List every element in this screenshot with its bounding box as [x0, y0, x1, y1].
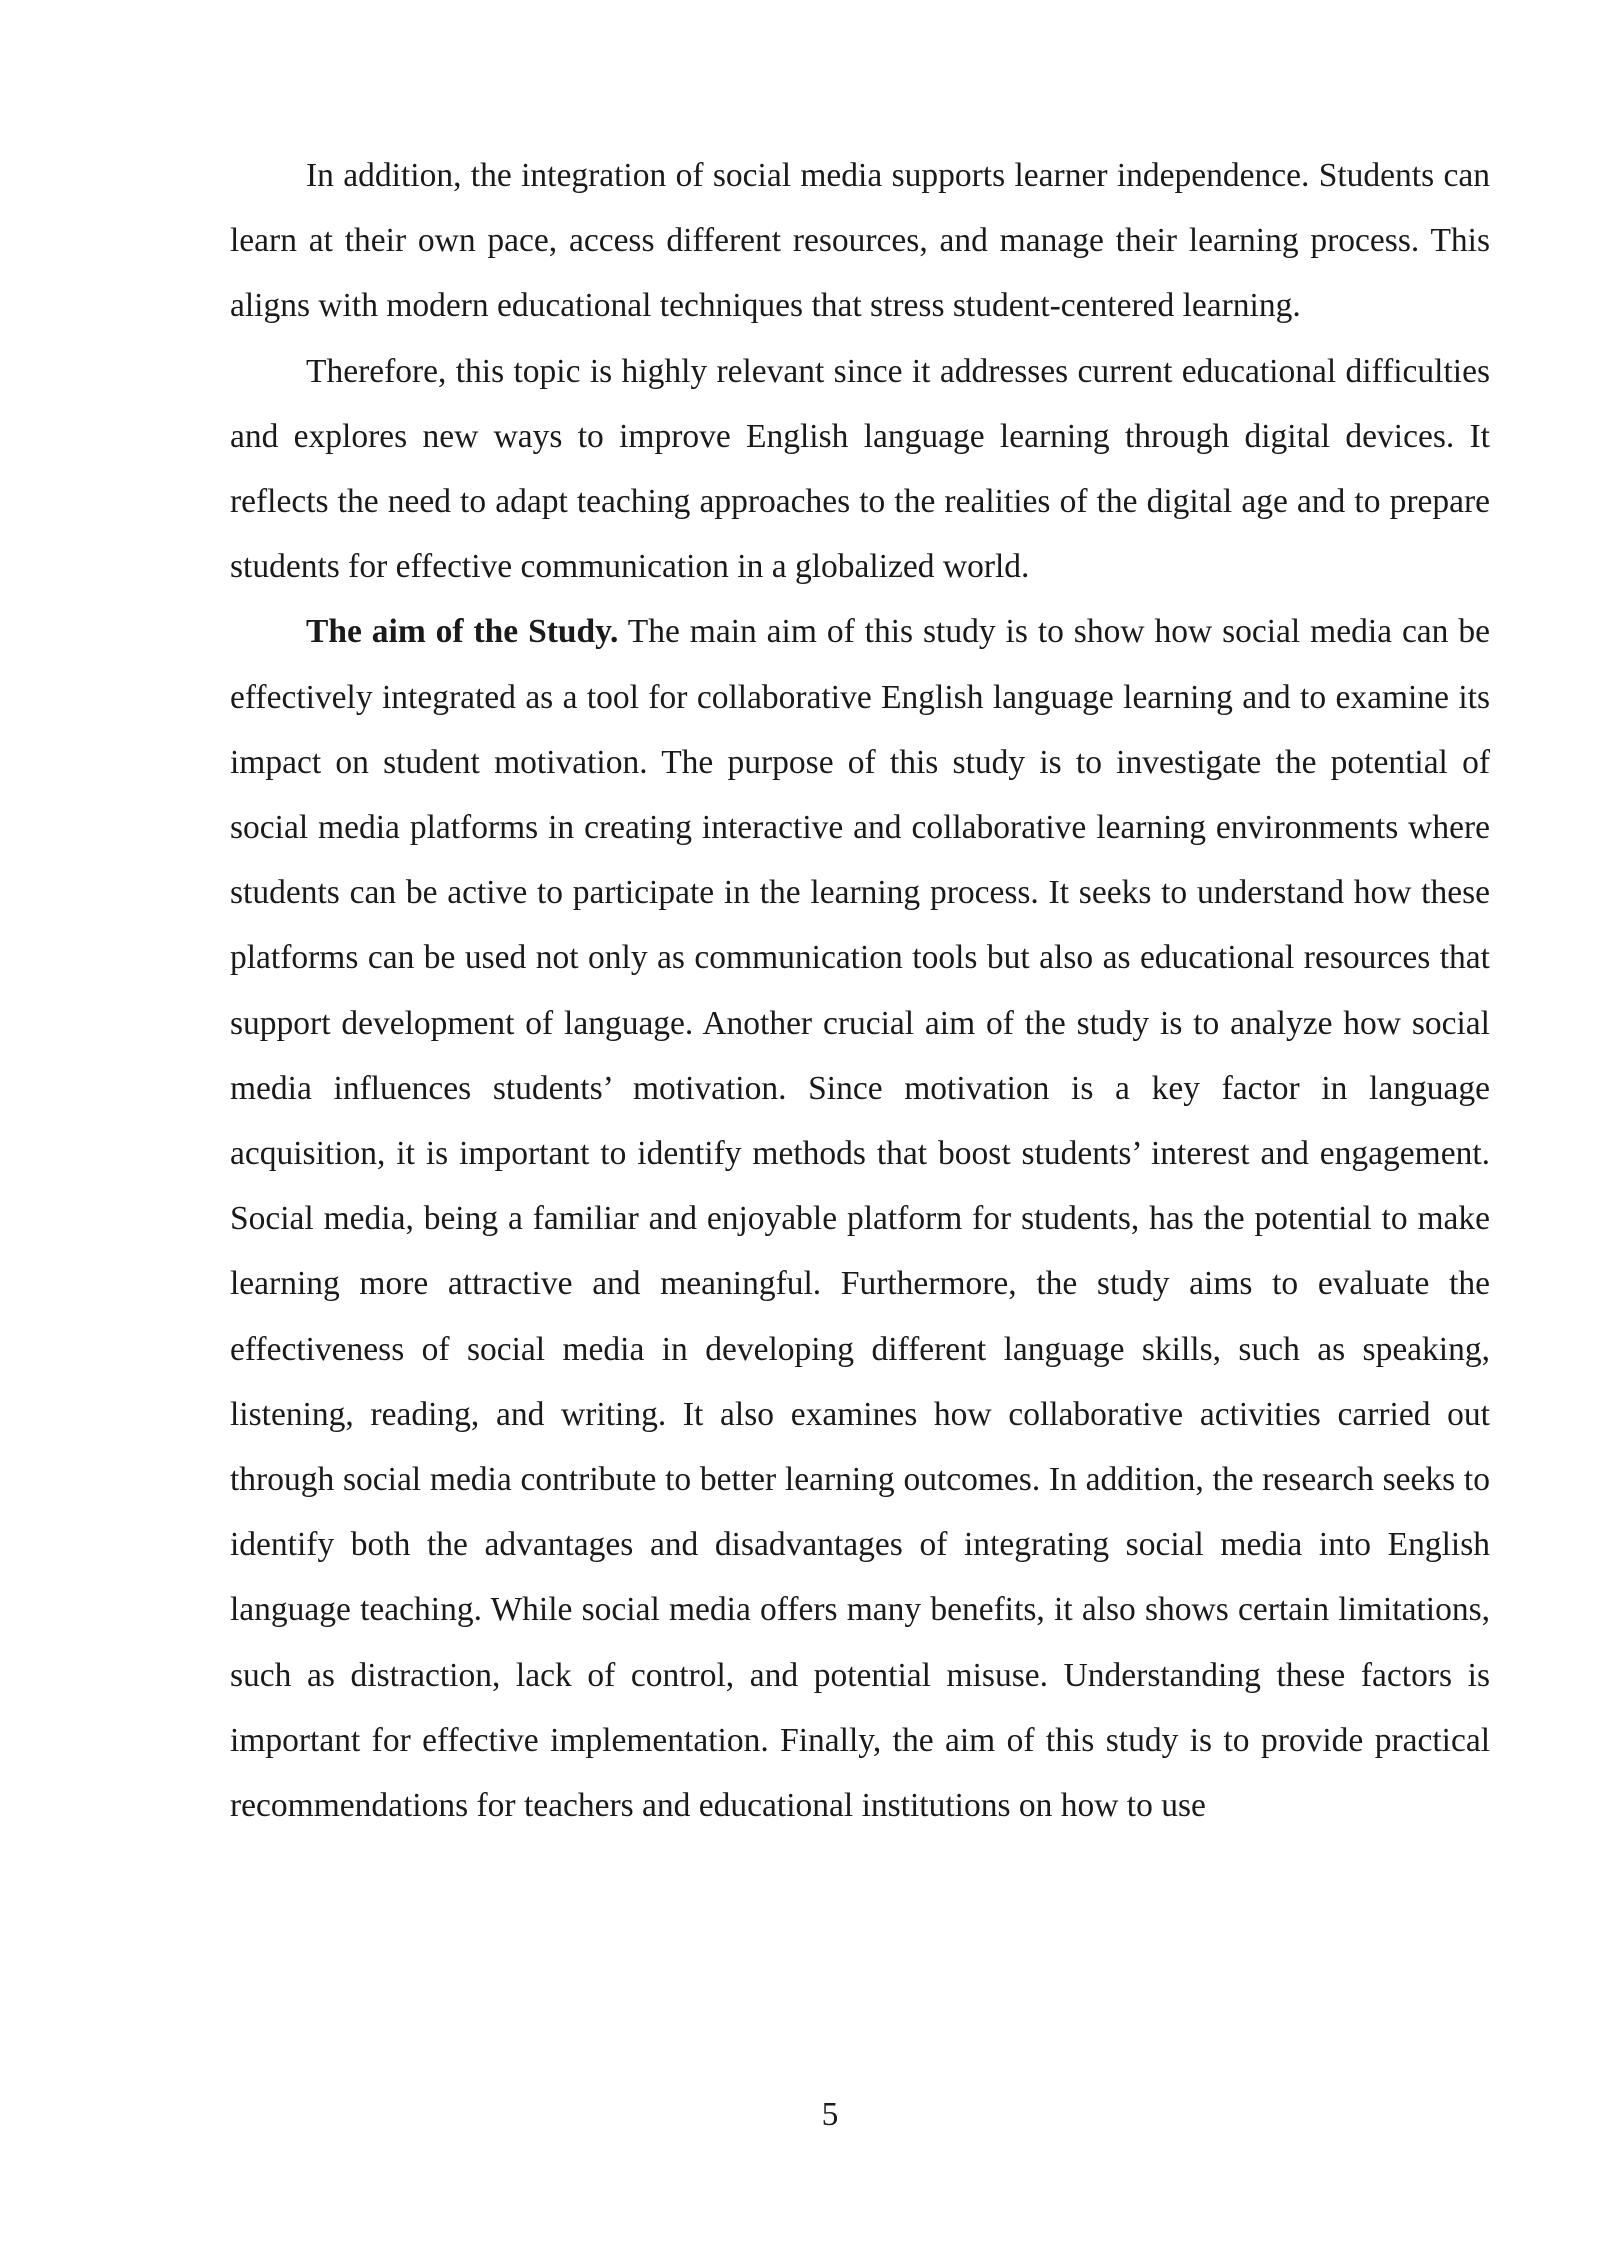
paragraph-text: Therefore, this topic is highly relevant since it addresses current educational difficulties and explores new ways to improve English language learning through digital devices. It reflects the need to adapt teaching approaches to the realities of the digital age and to prepare students for effective communication in a globalized world. [230, 352, 1490, 586]
paragraph-heading-aim: The aim of the Study. [306, 613, 619, 651]
paragraph-text: In addition, the integration of social media supports learner independence. Students can learn at their own pace, access different resources, and manage their learning process. This aligns with modern educational techniques that stress student-centered learning. [230, 157, 1490, 325]
paragraph-text: The main aim of this study is to show how social media can be effectively integrated as a tool for collaborative English language learning and to examine its impact on student motivation. The purpose of this study is to investigate the potential of social media platforms in creating interactive and collaborative learning environments where students can be active to participate in the learning process. It seeks to understand how these platforms can be used not only as communication tools but also as educational resources that support development of language. Another crucial aim of the study is to analyze how social media influences students’ motivation. Since motivation is a key factor in language acquisition, it is important to identify methods that boost students’ interest and engagement. Social media, being a familiar and enjoyable platform for students, has the potential to make learning more attractive and meaningful. Furthermore, the study aims to evaluate the effectiveness of social media in developing different language skills, such as speaking, listening, reading, and writing. It also examines how collaborative activities carried out through social media contribute to better learning outcomes. In addition, the research seeks to identify both the advantages and disadvantages of integrating social media into English language teaching. While social media offers many benefits, it also shows certain limitations, such as distraction, lack of control, and potential misuse. Understanding these factors is important for effective implementation. Finally, the aim of this study is to provide practical recommendations for teachers and educational institutions on how to use [230, 613, 1490, 1825]
paragraph-learner-independence [230, 143, 1490, 339]
body-text [230, 143, 1490, 1838]
paragraph-aim-of-study [230, 599, 1490, 1838]
paragraph-topic-relevance [230, 339, 1490, 600]
page-number: 5 [821, 2096, 839, 2133]
